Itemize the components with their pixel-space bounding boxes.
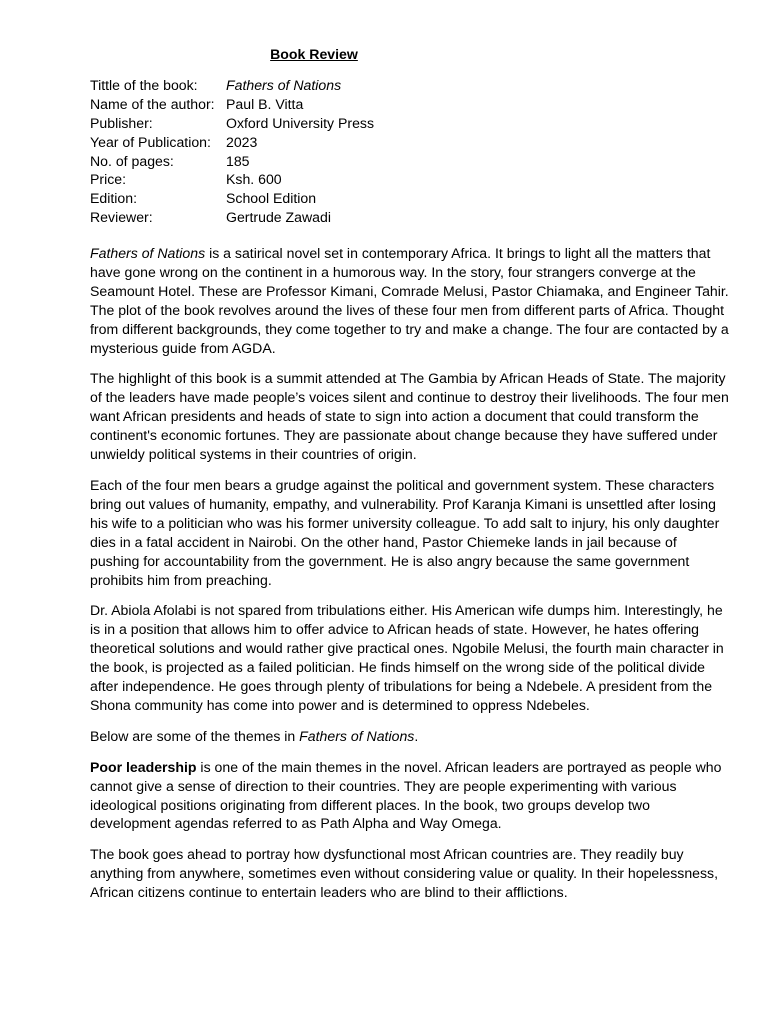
paragraph-grudges: Each of the four men bears a grudge against the political and government system. These characters bring out values of humanity, empathy, and vulnerability. Prof Karanja Kimani is unsettled after losing his wife to a politician who was his former university colleague. To add salt to injury, his only daughter dies in a fatal accident in Nairobi. On the other hand, Pastor Chiemeke lands in jail because of pushing for accountability from the government. He is also angry because the same government prohibits him from preaching. bbox=[90, 476, 720, 588]
detail-row-author bbox=[90, 95, 650, 114]
detail-value: 2023 bbox=[226, 133, 258, 150]
detail-value: Ksh. 600 bbox=[226, 171, 282, 188]
paragraph-text: is a satirical novel set in contemporary Africa. It brings to light all the matters that have gone wrong on the continent in a humorous way. In the story, four strangers converge at the Seamount Hotel. These are Professor Kimani, Comrade Melusi, Pastor Chiamaka, and Engineer Tahir. The plot of the book revolves around the lives of these four men from different parts of Africa. Thought from different backgrounds, they come together to try and make a change. The four are contacted by a mysterious guide from AGDA. bbox=[90, 245, 729, 356]
document-title: Book Review bbox=[270, 46, 358, 62]
detail-value: Oxford University Press bbox=[226, 114, 375, 131]
detail-label: Name of the author: bbox=[90, 95, 215, 112]
detail-row-title bbox=[90, 76, 650, 95]
detail-label: Edition: bbox=[90, 190, 138, 207]
detail-label: Reviewer: bbox=[90, 209, 153, 226]
paragraph-intro bbox=[90, 244, 730, 357]
detail-row-publisher bbox=[90, 114, 650, 133]
detail-label: Publisher: bbox=[90, 114, 153, 131]
review-body bbox=[90, 244, 730, 914]
detail-value: Paul B. Vitta bbox=[226, 95, 304, 112]
detail-row-price bbox=[90, 170, 650, 189]
paragraph-poor-leadership bbox=[90, 758, 730, 834]
detail-value: Gertrude Zawadi bbox=[226, 209, 331, 226]
detail-row-pages bbox=[90, 152, 650, 171]
detail-label: Year of Publication: bbox=[90, 133, 211, 150]
paragraph-summit: The highlight of this book is a summit attended at The Gambia by African Heads of State. The majority of the leaders have made people’s voices silent and continue to destroy their livelihoods. The four men want African presidents and heads of state to sign into action a document that could transform the continent's economic fortunes. They are passionate about change because they have suffered under unwieldy political systems in their countries of origin. bbox=[90, 370, 729, 463]
book-title-italic: Fathers of Nations bbox=[90, 245, 206, 261]
paragraph-text: is one of the main themes in the novel. African leaders are portrayed as people who cannot give a sense of direction to their countries. They are people experimenting with various ideological positions originating from different places. In the book, two groups develop two development agendas referred to as Path Alpha and Way Omega. bbox=[90, 758, 722, 832]
detail-label: No. of pages: bbox=[90, 152, 174, 169]
paragraph-themes-intro bbox=[90, 727, 730, 746]
detail-row-year bbox=[90, 133, 650, 152]
detail-row-edition bbox=[90, 189, 650, 208]
detail-label: Tittle of the book: bbox=[90, 77, 198, 93]
theme-heading-bold: Poor leadership bbox=[90, 758, 197, 775]
paragraph-characters: Dr. Abiola Afolabi is not spared from tribulations either. His American wife dumps him. Interestingly, he is in a position that allows him to offer advice to African heads of state. However, he hates offering theoretical solutions and would rather give practical ones. Ngobile Melusi, the fourth main character in the book, is projected as a failed politician. He finds himself on the wrong side of the political divide after independence. He goes through plenty of tribulations for being a Ndebele. A president from the Shona community has come into power and is determined to oppress Ndebeles. bbox=[90, 602, 724, 713]
detail-value: 185 bbox=[226, 152, 250, 169]
detail-value: School Edition bbox=[226, 190, 317, 207]
book-details bbox=[90, 76, 650, 227]
book-title-italic: Fathers of Nations bbox=[299, 727, 415, 744]
paragraph-text: . bbox=[414, 727, 419, 744]
paragraph-dysfunction: The book goes ahead to portray how dysfunctional most African countries are. They readily buy anything from anywhere, sometimes even without considering value or quality. In their hopelessness, African citizens continue to entertain leaders who are blind to their afflictions. bbox=[90, 846, 719, 901]
detail-value: Fathers of Nations bbox=[226, 77, 342, 93]
detail-row-reviewer bbox=[90, 208, 650, 227]
paragraph-text: Below are some of the themes in bbox=[90, 727, 300, 744]
detail-label: Price: bbox=[90, 171, 127, 188]
